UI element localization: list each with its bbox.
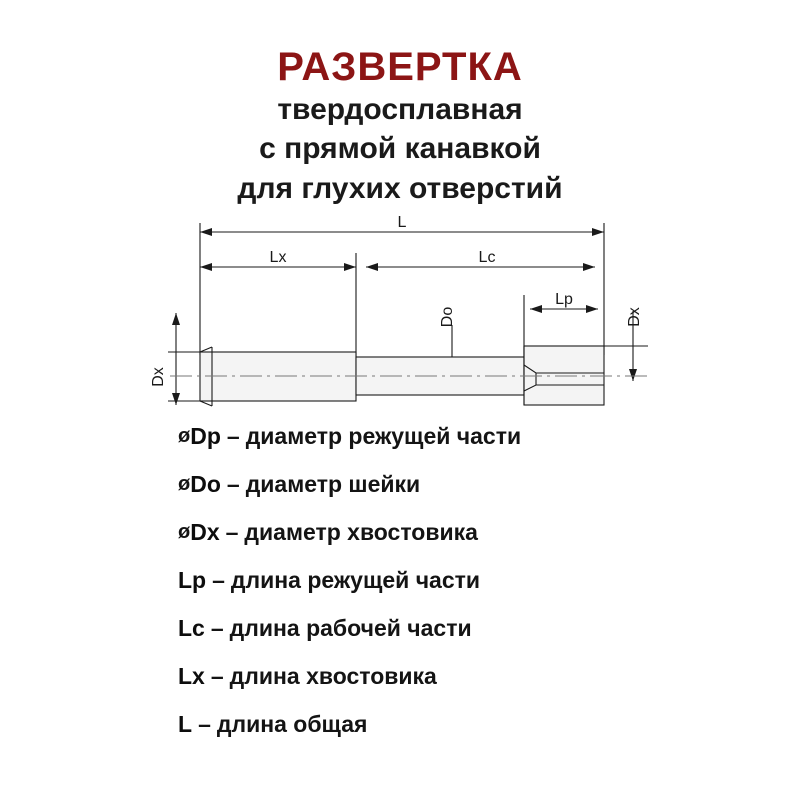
arrow-Lp-left xyxy=(530,305,542,313)
legend-symbol: Lx xyxy=(178,662,205,689)
dim-label-L: L xyxy=(397,214,407,231)
page-subtitle-line-2: с прямой канавкой xyxy=(259,132,541,166)
arrow-L-right xyxy=(592,228,604,236)
legend-dash: – xyxy=(225,518,239,545)
arrow-L-left xyxy=(200,228,212,236)
legend-item-l xyxy=(178,700,798,748)
arrow-Dx-left-top xyxy=(172,313,180,325)
legend-list xyxy=(178,412,798,748)
tool-shank xyxy=(200,352,356,401)
legend-symbol: Do xyxy=(190,470,221,497)
legend-dash: – xyxy=(212,566,225,593)
page-subtitle-line-3: для глухих отверстий xyxy=(237,171,563,205)
legend-symbol: Dx xyxy=(190,518,220,545)
legend-symbol: L xyxy=(178,710,193,737)
dim-label-Lp: Lp xyxy=(555,291,573,308)
legend-item-lp xyxy=(178,556,798,604)
legend-dash: – xyxy=(226,470,240,497)
legend-description: длина общая xyxy=(216,710,368,737)
arrow-Lc-left xyxy=(366,263,378,271)
title-block xyxy=(0,46,800,206)
legend-description: длина рабочей части xyxy=(229,614,472,641)
arrow-Lc-right xyxy=(583,263,595,271)
page-subtitle-line-1: твердосплавная xyxy=(277,93,523,126)
dim-label-Dx-right: Dx xyxy=(626,307,643,327)
arrow-Dx-right xyxy=(629,369,637,381)
legend-item-lc xyxy=(178,604,798,652)
legend-symbol: Lp xyxy=(178,566,207,593)
technical-drawing xyxy=(0,205,800,420)
legend-item-dp xyxy=(178,412,798,460)
legend-dash: – xyxy=(210,662,224,689)
legend-description: диаметр режущей части xyxy=(245,422,522,449)
arrow-Lp-right xyxy=(586,305,598,313)
diameter-icon: ø xyxy=(178,521,191,543)
shank-chamfer-bottom xyxy=(200,401,212,406)
legend-dash: – xyxy=(198,710,211,737)
dim-label-Lc: Lc xyxy=(478,249,496,266)
legend-dash: – xyxy=(226,422,240,449)
dim-label-Lx: Lx xyxy=(269,249,287,266)
legend-description: диаметр шейки xyxy=(245,470,421,497)
diameter-icon: ø xyxy=(178,425,191,447)
dim-label-Do: Do xyxy=(439,306,456,328)
arrow-Lx-right xyxy=(344,263,356,271)
legend-description: диаметр хвостовика xyxy=(244,518,478,545)
legend-symbol: Dp xyxy=(190,422,221,449)
legend-description: длина хвостовика xyxy=(229,662,437,689)
legend-dash: – xyxy=(210,614,224,641)
page-title: РАЗВЕРТКА xyxy=(277,45,523,89)
legend-description: длина режущей части xyxy=(230,566,481,593)
arrow-Dx-left-bottom xyxy=(172,393,180,405)
legend-item-do xyxy=(178,460,798,508)
arrow-Lx-left xyxy=(200,263,212,271)
dim-label-Dx-left: Dx xyxy=(150,367,167,387)
diameter-icon: ø xyxy=(178,473,191,495)
shank-chamfer-top xyxy=(200,347,212,352)
legend-item-dx xyxy=(178,508,798,556)
legend-symbol: Lc xyxy=(178,614,205,641)
legend-item-lx xyxy=(178,652,798,700)
